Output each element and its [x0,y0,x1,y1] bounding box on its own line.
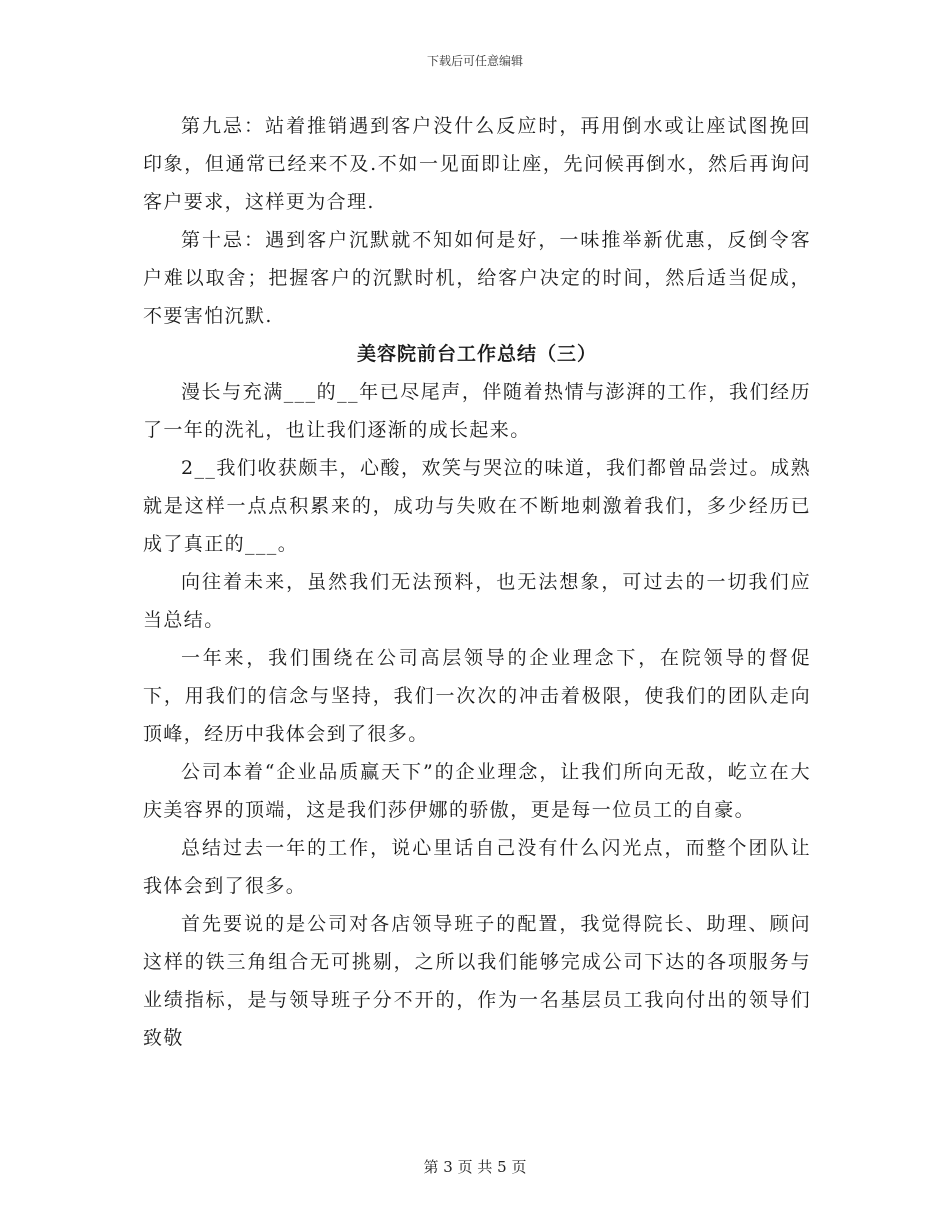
paragraph-7: 首先要说的是公司对各店领导班子的配置，我觉得院长、助理、顾问这样的铁三角组合无可挑剔，之所以我们能够完成公司下达的各项服务与业绩指标，是与领导班子分不开的，作为一名基层员工我向付出的领导们致敬 [143,913,811,1049]
page-header: 下载后可任意编辑 [426,54,523,68]
paragraph-tenth-taboo: 第十忌：遇到客户沉默就不知如何是好，一味推举新优惠，反倒令客户难以取舍；把握客户的沉默时机，给客户决定的时间，然后适当促成，不要害怕沉默. [143,229,811,327]
section-title: 美容院前台工作总结（三） [356,343,597,365]
paragraph-ninth-taboo: 第九忌：站着推销遇到客户没什么反应时，再用倒水或让座试图挽回印象，但通常已经来不及.不如一见面即让座，先问候再倒水，然后再询问客户要求，这样更为合理. [143,115,811,213]
paragraph-5: 公司本着“企业品质赢天下”的企业理念，让我们所向无敌，屹立在大庆美容界的顶端，这是我们莎伊娜的骄傲，更是每一位员工的自豪。 [143,761,811,821]
paragraph-2: 2__我们收获颇丰，心酸，欢笑与哭泣的味道，我们都曾品尝过。成熟就是这样一点点积累来的，成功与失败在不断地刺激着我们，多少经历已成了真正的___。 [143,457,811,555]
paragraph-6: 总结过去一年的工作，说心里话自己没有什么闪光点，而整个团队让我体会到了很多。 [143,837,811,897]
paragraph-4: 一年来，我们围绕在公司高层领导的企业理念下，在院领导的督促下，用我们的信念与坚持，我们一次次的冲击着极限，使我们的团队走向顶峰，经历中我体会到了很多。 [143,647,811,745]
paragraph-3: 向往着未来，虽然我们无法预料，也无法想象，可过去的一切我们应当总结。 [143,571,811,631]
page-number: 第 3 页 共 5 页 [423,1158,527,1176]
paragraph-1: 漫长与充满___的__年已尽尾声，伴随着热情与澎湃的工作，我们经历了一年的洗礼，也让我们逐渐的成长起来。 [143,381,811,441]
document-body [143,107,811,1057]
